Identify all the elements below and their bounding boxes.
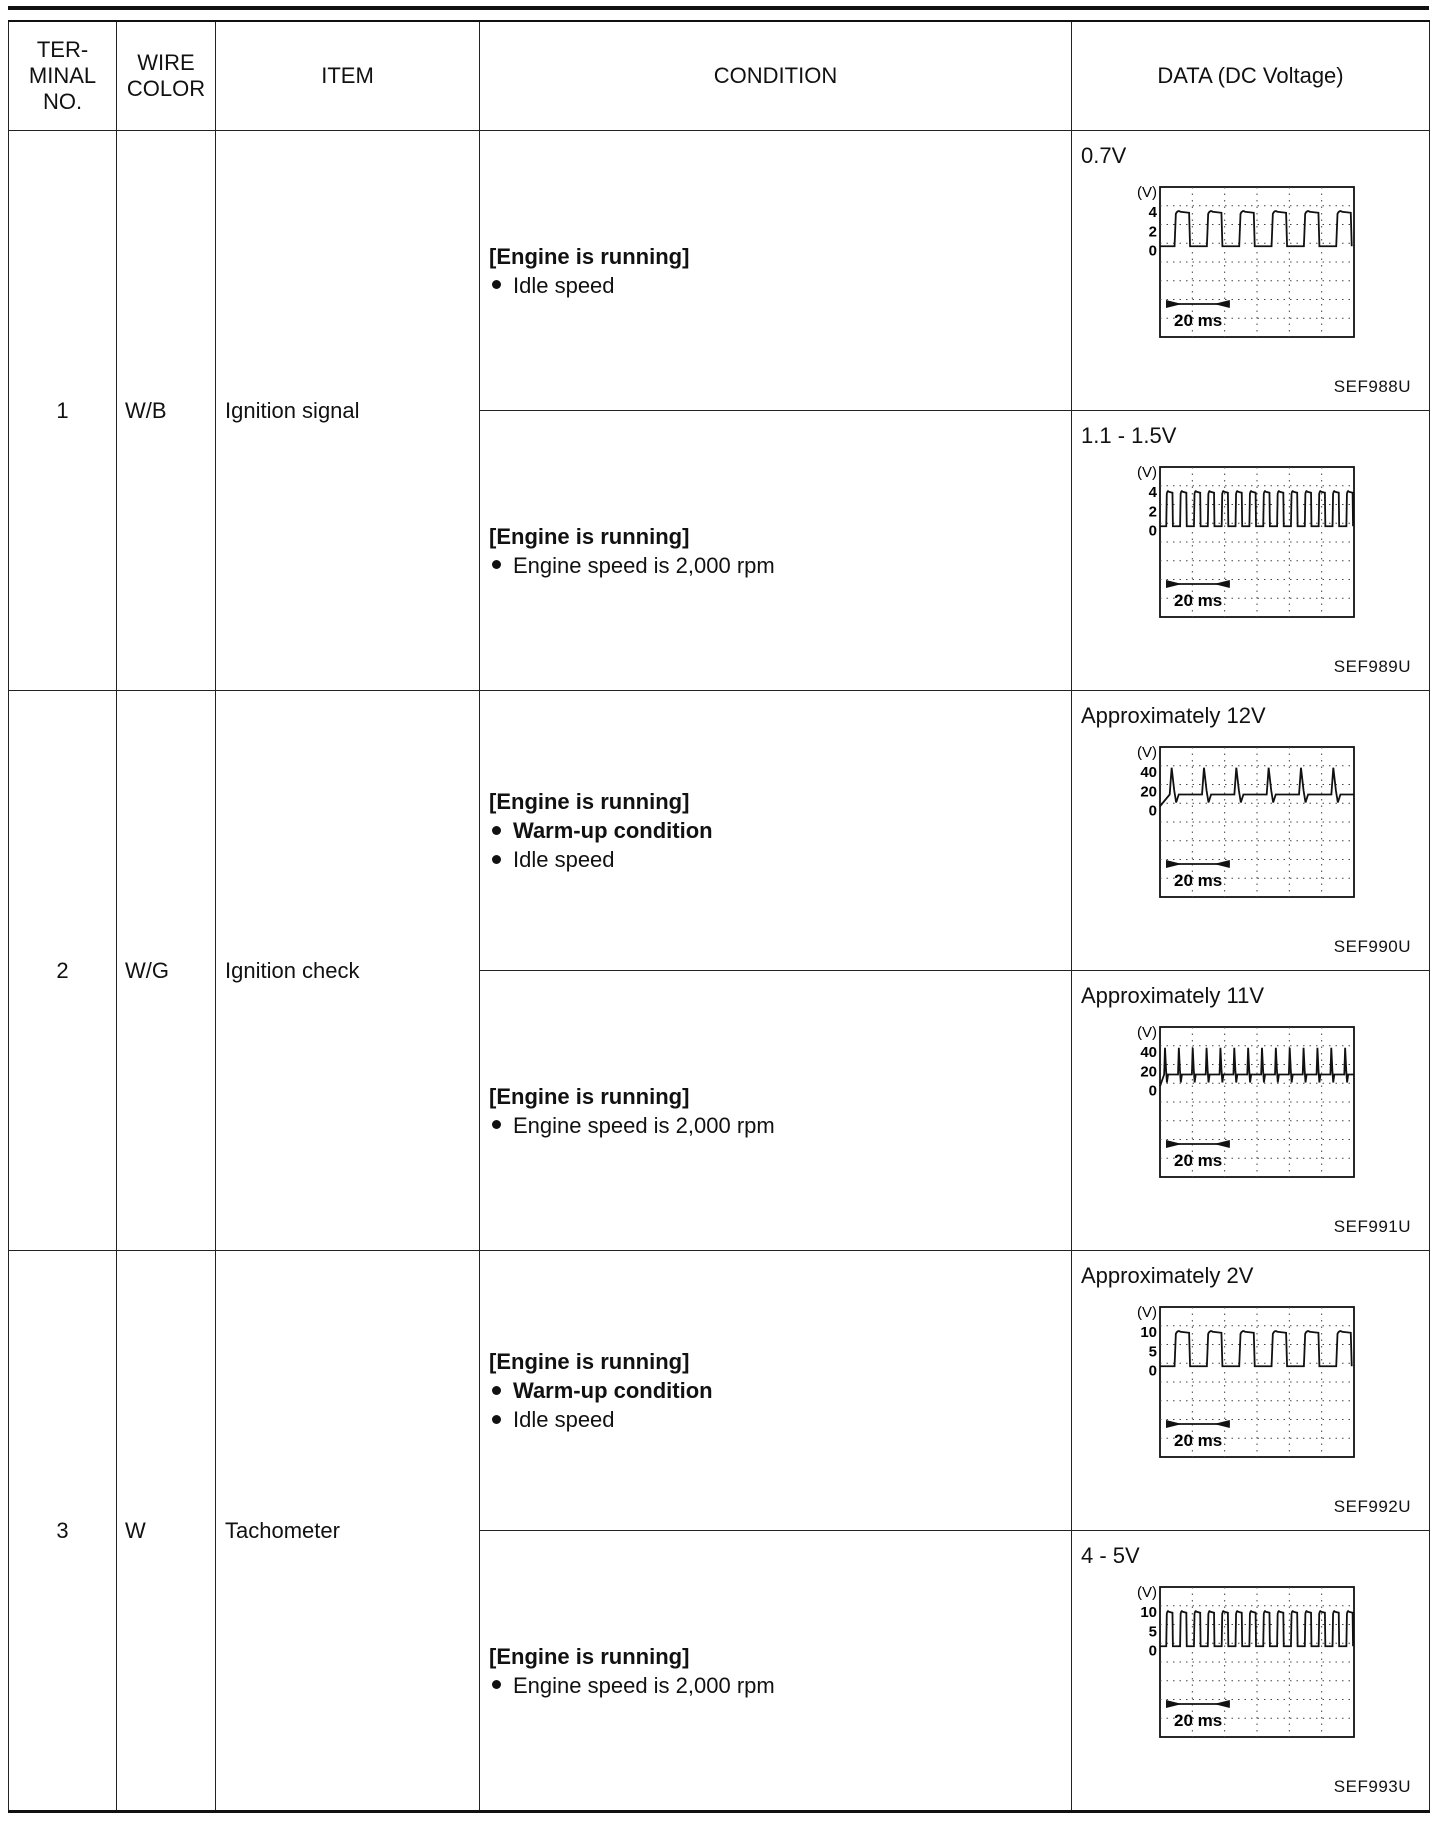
data-cell: [1072, 411, 1430, 691]
y-tick-label: 2: [1148, 503, 1157, 521]
condition-bullet: [489, 1671, 1071, 1700]
item-name: Ignition signal: [216, 131, 480, 691]
y-unit-label: (V): [1137, 744, 1157, 761]
bullet-text: Warm-up condition: [513, 1378, 713, 1403]
header-item: ITEM: [216, 21, 480, 131]
y-tick-label: 0: [1148, 1642, 1157, 1660]
y-tick-label: 10: [1140, 1323, 1157, 1341]
time-scale-label: 20 ms: [1174, 1151, 1223, 1170]
data-cell: [1072, 691, 1430, 971]
time-scale-label: 20 ms: [1174, 1711, 1223, 1730]
dc-voltage-value: 0.7V: [1081, 143, 1127, 168]
y-tick-label: 40: [1140, 763, 1157, 781]
data-cell: [1072, 131, 1430, 411]
y-unit-label: (V): [1137, 1024, 1157, 1041]
wire-color: W: [117, 1251, 216, 1812]
bullet-dot-icon: [492, 280, 501, 289]
condition-bullet: [489, 271, 1071, 300]
dc-voltage-value: Approximately 11V: [1081, 983, 1265, 1008]
dc-voltage-value: 1.1 - 1.5V: [1081, 423, 1177, 448]
y-unit-label: (V): [1137, 1584, 1157, 1601]
y-unit-label: (V): [1137, 184, 1157, 201]
time-scale-label: 20 ms: [1174, 871, 1223, 890]
terminal-number: 3: [9, 1251, 117, 1812]
y-unit-label: (V): [1137, 464, 1157, 481]
condition-bullet: [489, 1405, 1071, 1434]
condition-title: [Engine is running]: [489, 243, 690, 269]
dc-voltage-value: Approximately 12V: [1081, 703, 1266, 728]
oscilloscope-waveform: [1102, 1291, 1362, 1481]
condition-title: [Engine is running]: [489, 1643, 690, 1669]
condition-cell: [480, 1251, 1072, 1531]
table-row: [9, 691, 1430, 971]
data-cell: [1072, 1531, 1430, 1812]
header-data: DATA (DC Voltage): [1072, 21, 1430, 131]
time-scale-label: 20 ms: [1174, 591, 1223, 610]
header-row: [9, 21, 1430, 131]
header-condition: CONDITION: [480, 21, 1072, 131]
bullet-text: Warm-up condition: [513, 818, 713, 843]
condition-bullet: [489, 845, 1071, 874]
dc-voltage-value: 4 - 5V: [1081, 1543, 1140, 1568]
condition-title: [Engine is running]: [489, 1083, 690, 1109]
table-row: [9, 131, 1430, 411]
y-tick-label: 0: [1148, 802, 1157, 820]
y-unit-label: (V): [1137, 1304, 1157, 1321]
data-cell: [1072, 1251, 1430, 1531]
data-cell: [1072, 971, 1430, 1251]
condition-title: [Engine is running]: [489, 789, 690, 814]
y-tick-label: 0: [1148, 242, 1157, 260]
time-scale-label: 20 ms: [1174, 1431, 1223, 1450]
table-row: [9, 1251, 1430, 1531]
time-scale-label: 20 ms: [1174, 311, 1223, 330]
oscilloscope-waveform: [1102, 1011, 1362, 1201]
top-rule: [8, 6, 1429, 10]
y-tick-label: 0: [1148, 522, 1157, 540]
y-tick-label: 0: [1148, 1362, 1157, 1380]
bullet-dot-icon: [492, 1415, 501, 1424]
dc-voltage-value: Approximately 2V: [1081, 1263, 1254, 1288]
figure-code: SEF992U: [1333, 1497, 1411, 1516]
item-name: Tachometer: [216, 1251, 480, 1812]
condition-cell: [480, 691, 1072, 971]
y-tick-label: 40: [1140, 1043, 1157, 1061]
bullet-text: Engine speed is 2,000 rpm: [513, 552, 775, 578]
figure-code: SEF990U: [1333, 937, 1411, 956]
condition-cell: [480, 411, 1072, 691]
y-tick-label: 2: [1148, 223, 1157, 241]
bullet-dot-icon: [492, 1680, 501, 1689]
terminal-number: 1: [9, 131, 117, 691]
condition-cell: [480, 131, 1072, 411]
bullet-dot-icon: [492, 826, 501, 835]
bullet-text: Idle speed: [513, 272, 615, 298]
figure-code: SEF988U: [1333, 377, 1411, 396]
condition-bullet: [489, 551, 1071, 580]
figure-code: SEF991U: [1333, 1217, 1411, 1236]
bullet-text: Engine speed is 2,000 rpm: [513, 1112, 775, 1138]
oscilloscope-waveform: [1102, 1571, 1362, 1761]
terminal-number: 2: [9, 691, 117, 1251]
bullet-text: Idle speed: [513, 847, 615, 872]
condition-title: [Engine is running]: [489, 523, 690, 549]
figure-code: SEF993U: [1333, 1777, 1411, 1796]
header-terminal: TER- MINAL NO.: [9, 21, 117, 131]
y-tick-label: 5: [1148, 1623, 1157, 1641]
condition-cell: [480, 971, 1072, 1251]
oscilloscope-waveform: [1102, 171, 1362, 361]
bullet-dot-icon: [492, 1120, 501, 1129]
oscilloscope-waveform: [1102, 451, 1362, 641]
bullet-dot-icon: [492, 1386, 501, 1395]
condition-bullet: [489, 816, 1071, 845]
condition-bullet: [489, 1111, 1071, 1140]
bullet-dot-icon: [492, 560, 501, 569]
condition-bullet: [489, 1376, 1071, 1405]
y-tick-label: 5: [1148, 1343, 1157, 1361]
condition-title: [Engine is running]: [489, 1349, 690, 1374]
y-tick-label: 20: [1140, 783, 1157, 801]
y-tick-label: 20: [1140, 1063, 1157, 1081]
oscilloscope-waveform: [1102, 731, 1362, 921]
bullet-text: Idle speed: [513, 1407, 615, 1432]
y-tick-label: 4: [1148, 203, 1157, 221]
item-name: Ignition check: [216, 691, 480, 1251]
bullet-text: Engine speed is 2,000 rpm: [513, 1672, 775, 1698]
figure-code: SEF989U: [1333, 657, 1411, 676]
y-tick-label: 0: [1148, 1082, 1157, 1100]
bullet-dot-icon: [492, 855, 501, 864]
condition-cell: [480, 1531, 1072, 1812]
wire-color: W/G: [117, 691, 216, 1251]
wire-color: W/B: [117, 131, 216, 691]
header-wire: WIRE COLOR: [117, 21, 216, 131]
y-tick-label: 10: [1140, 1603, 1157, 1621]
y-tick-label: 4: [1148, 483, 1157, 501]
terminal-data-table: [8, 20, 1430, 1813]
